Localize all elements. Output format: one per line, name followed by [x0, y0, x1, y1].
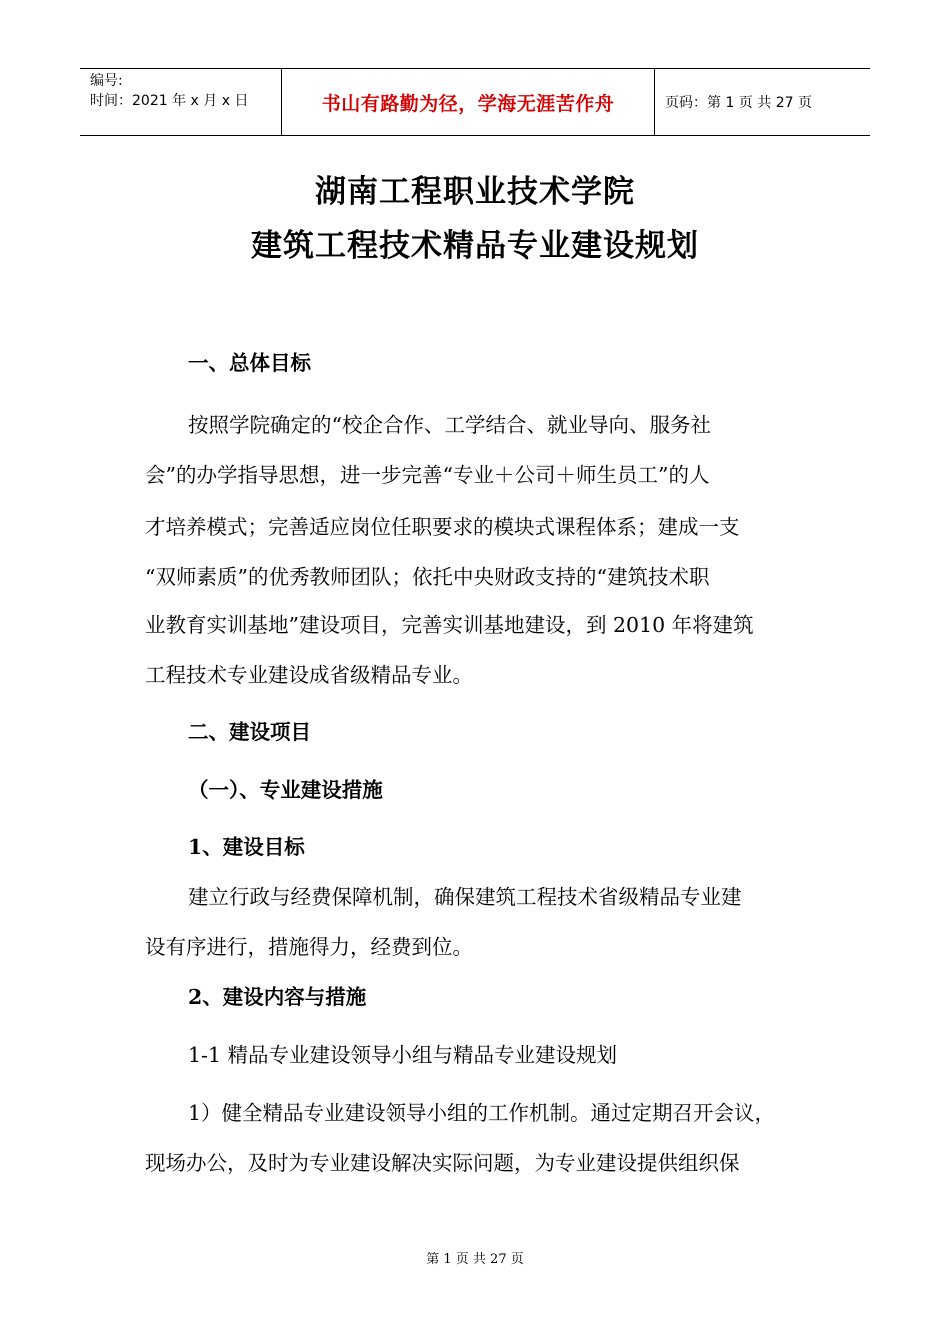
- title-line-2: 建筑工程技术精品专业建设规划: [251, 228, 699, 264]
- header-page-info: 页码：第 1 页 共 27 页: [665, 95, 812, 111]
- para3-line-1: 1）健全精品专业建设领导小组的工作机制。通过定期召开会议，: [188, 1101, 776, 1125]
- title-line-1: 湖南工程职业技术学院: [315, 174, 635, 210]
- para1-line-5: 业教育实训基地”建设项目，完善实训基地建设，到 2010 年将建筑: [145, 613, 754, 637]
- para1-line-6: 工程技术专业建设成省级精品专业。: [145, 663, 473, 687]
- page-footer: 第 1 页 共 27 页: [426, 1252, 524, 1267]
- item-1-heading: 1、建设目标: [188, 835, 305, 859]
- para2-line-2: 设有序进行，措施得力，经费到位。: [145, 935, 473, 959]
- section-2-heading: 二、建设项目: [188, 720, 311, 744]
- para1-line-1: 按照学院确定的“校企合作、工学结合、就业导向、服务社: [188, 413, 711, 437]
- subsection-1-heading: （一）、专业建设措施: [188, 778, 383, 802]
- para1-line-2: 会”的办学指导思想，进一步完善“专业＋公司＋师生员工”的人: [145, 463, 710, 487]
- document-date: 时间：2021 年 x 月 x 日: [90, 93, 249, 109]
- para1-line-3: 才培养模式；完善适应岗位任职要求的模块式课程体系；建成一支: [145, 515, 740, 539]
- section-1-heading: 一、总体目标: [188, 351, 311, 375]
- para2-line-1: 建立行政与经费保障机制，确保建筑工程技术省级精品专业建: [188, 885, 742, 909]
- document-number-label: 编号:: [90, 73, 123, 89]
- sub-item-1-1: 1-1 精品专业建设领导小组与精品专业建设规划: [188, 1043, 618, 1067]
- para3-line-2: 现场办公，及时为专业建设解决实际问题，为专业建设提供组织保: [145, 1151, 740, 1175]
- para1-line-4: “双师素质”的优秀教师团队；依托中央财政支持的“建筑技术职: [145, 565, 710, 589]
- header-motto: 书山有路勤为径，学海无涯苦作舟: [282, 69, 655, 135]
- item-2-heading: 2、建设内容与措施: [188, 985, 367, 1009]
- header-table: [80, 68, 870, 136]
- header-meta-cell: [80, 69, 282, 135]
